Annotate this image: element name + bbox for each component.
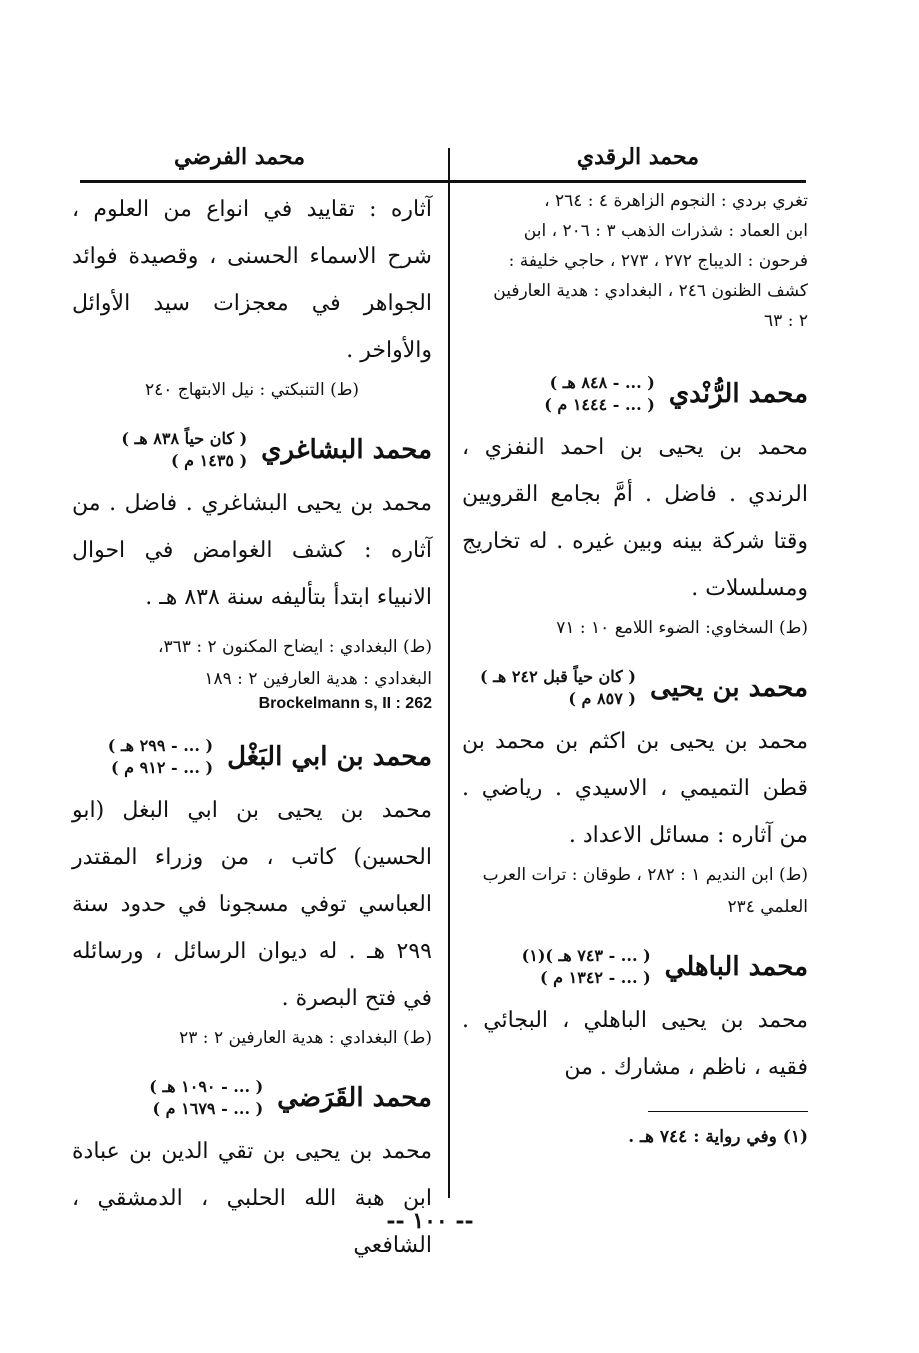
entry-name: محمد البشاغري bbox=[261, 435, 432, 465]
date-hijri: ( كان حياً قبل ٢٤٢ هـ ) bbox=[480, 667, 636, 686]
entry-source bbox=[72, 631, 432, 695]
right-column bbox=[462, 186, 808, 1152]
entry-dates bbox=[522, 945, 651, 989]
entry-dates bbox=[544, 372, 655, 416]
running-title-left: محمد الفرضي bbox=[173, 144, 305, 170]
date-gregorian: ( ... - ١٤٤٤ م ) bbox=[544, 395, 655, 414]
entry-heading bbox=[72, 428, 432, 472]
footnote: (١) وفي رواية : ٧٤٤ هـ . bbox=[628, 1127, 808, 1147]
left-column bbox=[72, 186, 432, 1269]
date-gregorian: ( ١٤٣٥ م ) bbox=[171, 451, 248, 470]
ref-line: ٢ : ٦٣ bbox=[764, 311, 808, 331]
entry-body: محمد بن يحيى البشاغري . فاضل . من آثاره : كشف الغوامض في احوال الانبياء ابتدأ بتأليفه سنة ٨٣٨ هـ . bbox=[72, 491, 432, 610]
ref-line: ابن العماد : شذرات الذهب ٣ : ٢٠٦ ، ابن bbox=[523, 221, 808, 241]
entry-heading bbox=[72, 1076, 432, 1120]
entry-name: محمد الرُّنْدي bbox=[668, 379, 808, 409]
entry-heading bbox=[462, 945, 808, 989]
entry-heading bbox=[462, 666, 808, 710]
entry-source: (ط) ابن النديم ١ : ٢٨٢ ، طوقان : ترات العرب العلمي ٢٣٤ bbox=[482, 865, 808, 917]
column-divider bbox=[448, 148, 450, 1198]
entry-heading bbox=[462, 372, 808, 416]
header-rule bbox=[80, 180, 806, 183]
entry-body: محمد بن يحيى الباهلي ، البجائي . فقيه ، ناظم ، مشارك . من bbox=[462, 1008, 808, 1080]
running-title-right: محمد الرقدي bbox=[576, 144, 699, 170]
date-gregorian: ( ٨٥٧ م ) bbox=[568, 689, 636, 708]
page-number: -- ١٠٠ -- bbox=[386, 1208, 474, 1234]
latin-reference: Brockelmann s, II : 262 bbox=[258, 695, 432, 712]
entry-body: محمد بن يحيى بن تقي الدين بن عبادة ابن هبة الله الحلبي ، الدمشقي ، الشافعي bbox=[72, 1139, 432, 1258]
ref-line: فرحون : الديباج ٢٧٢ ، ٢٧٣ ، حاجي خليفة : bbox=[508, 251, 808, 271]
intro-source: (ط) التنبكتي : نيل الابتهاج ٢٤٠ bbox=[144, 380, 360, 400]
entry-body: محمد بن يحيى بن احمد النفزي ، الرندي . فاضل . أمَّ بجامع القرويين وقتا شركة بينه وبين غيره . له تخاريج ومسلسلات . bbox=[462, 435, 808, 601]
entry-heading bbox=[72, 735, 432, 779]
intro-text: آثاره : تقاييد في انواع من العلوم ، شرح الاسماء الحسنى ، وقصيدة فوائد الجواهر في معجزات سيد الأوائل والأواخر . bbox=[72, 197, 432, 363]
entry-dates bbox=[108, 735, 213, 779]
footnote-rule bbox=[648, 1111, 808, 1112]
date-hijri: ( كان حياً ٨٣٨ هـ ) bbox=[121, 429, 248, 448]
entry-name: محمد القَرَضي bbox=[277, 1083, 432, 1113]
source-line: (ط) البغدادي : ايضاح المكنون ٢ : ٣٦٣، bbox=[158, 637, 432, 657]
date-hijri: ( ... - ١٠٩٠ هـ ) bbox=[149, 1077, 264, 1096]
entry-body: محمد بن يحيى بن ابي البغل (ابو الحسين) كاتب ، من وزراء المقتدر العباسي توفي مسجونا في حدود سنة ٢٩٩ هـ . له ديوان الرسائل ، ورسائله في فتح البصرة . bbox=[72, 798, 432, 1011]
entry-name: محمد بن يحيى bbox=[649, 673, 808, 703]
date-hijri: ( ... - ٨٤٨ هـ ) bbox=[549, 373, 655, 392]
entry-body: محمد بن يحيى بن اكثم بن محمد بن قطن التميمي ، الاسيدي . رياضي . من آثاره : مسائل الاعداد . bbox=[462, 729, 808, 848]
date-gregorian: ( ... - ١٣٤٢ م ) bbox=[540, 968, 651, 987]
ref-line: كشف الظنون ٢٤٦ ، البغدادي : هدية العارفين bbox=[493, 281, 808, 301]
date-gregorian: ( ... - ١٦٧٩ م ) bbox=[152, 1099, 264, 1118]
entry-source: (ط) البغدادي : هدية العارفين ٢ : ٢٣ bbox=[179, 1028, 432, 1048]
source-line: البغدادي : هدية العارفين ٢ : ١٨٩ bbox=[204, 669, 432, 689]
date-hijri: ( ... - ٧٤٣ هـ )(١) bbox=[521, 946, 651, 965]
entry-name: محمد الباهلي bbox=[664, 952, 808, 982]
ref-line: تغري بردي : النجوم الزاهرة ٤ : ٢٦٤ ، bbox=[544, 191, 808, 211]
intro-references bbox=[462, 186, 808, 336]
date-gregorian: ( ... - ٩١٢ م ) bbox=[111, 758, 214, 777]
date-hijri: ( ... - ٢٩٩ هـ ) bbox=[107, 736, 214, 755]
entry-dates bbox=[121, 428, 247, 472]
entry-name: محمد بن ابي البَغْل bbox=[227, 742, 432, 772]
entry-source: (ط) السخاوي: الضوء اللامع ١٠ : ٧١ bbox=[556, 618, 808, 638]
entry-dates bbox=[480, 666, 636, 710]
entry-dates bbox=[149, 1076, 263, 1120]
